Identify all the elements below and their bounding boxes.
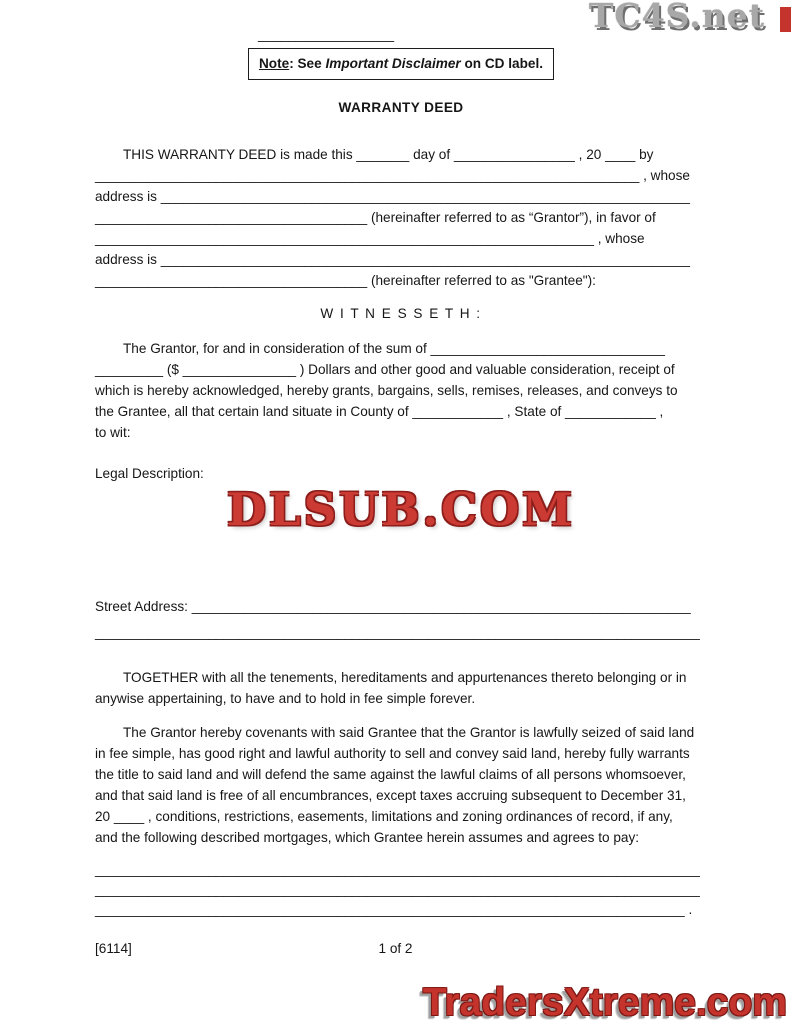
text-line: ____________________________________ (hereinafter referred to as "Grantee"):	[95, 273, 596, 288]
text-line: and that said land is free of all encumbrances, except taxes accruing subsequent to December 31,	[95, 788, 686, 803]
legal-description-label: Legal Description:	[95, 466, 204, 481]
text-line: _________ ($ _______________ ) Dollars and other good and valuable consideration, receipt of	[95, 362, 675, 377]
tc4s-watermark: TC4S.net	[588, 0, 765, 35]
blank-line: ______________________________________________________________________________ .	[95, 902, 693, 917]
text-line: __________________________________________________________________ , whose	[95, 231, 645, 246]
note-label: Note	[258, 56, 290, 71]
text-line: in fee simple, has good right and lawful authority to sell and convey said land, hereby fully warrants	[95, 746, 690, 761]
text-line: The Grantor hereby covenants with said Grantee that the Grantor is lawfully seized of said land	[123, 725, 695, 740]
red-edge-mark	[780, 7, 791, 32]
blank-line: ________________________________________________________________________________	[95, 862, 700, 877]
text-line: ________________________________________________________________________ , whose	[95, 168, 690, 183]
text-line: address is ______________________________________________________________________	[95, 252, 690, 267]
page-indicator: 1 of 2	[378, 941, 413, 956]
text-line: which is hereby acknowledged, hereby grants, bargains, sells, remises, releases, and conveys to	[95, 383, 678, 398]
text-line: 20 ____ , conditions, restrictions, easements, limitations and zoning ordinances of record, if any,	[95, 809, 673, 824]
text-line: the Grantee, all that certain land situate in County of ____________ , State of ____________ ,	[95, 404, 664, 419]
text-line: The Grantor, for and in consideration of the sum of _______________________________	[123, 341, 665, 356]
form-number: [6114]	[95, 941, 132, 956]
note-suffix: on CD label.	[460, 56, 544, 71]
blank-line: ________________________________________________________________________________	[95, 625, 700, 640]
text-line: and the following described mortgages, which Grantee herein assumes and agrees to pay:	[95, 830, 640, 845]
document-title: WARRANTY DEED	[338, 100, 464, 115]
text-line: ____________________________________ (hereinafter referred to as “Grantor”), in favor of	[95, 210, 656, 225]
street-address-section	[95, 596, 707, 643]
text-line: to wit:	[95, 425, 131, 440]
text-line: TOGETHER with all the tenements, hereditaments and appurtenances thereto belonging or in	[123, 670, 687, 685]
mortgage-blank-lines	[95, 860, 707, 920]
disclaimer-note-box	[248, 48, 554, 80]
together-paragraph	[95, 667, 707, 709]
blank-line: ________________________________________________________________________________	[95, 882, 700, 897]
note-emphasis: Important Disclaimer	[325, 56, 461, 71]
opening-paragraph	[95, 144, 707, 291]
tradersxtreme-watermark: TradersXtreme.com	[422, 981, 787, 1024]
blank-line: __________________	[258, 27, 395, 42]
text-line: THIS WARRANTY DEED is made this _______ day of ________________ , 20 ____ by	[123, 147, 654, 162]
consideration-paragraph	[95, 338, 707, 443]
document-content	[95, 0, 707, 920]
witnesseth-heading: W I T N E S S E T H :	[320, 306, 482, 321]
note-text: : See	[289, 56, 326, 71]
dlsub-watermark: DLSUB.COM	[227, 483, 575, 536]
text-line: the title to said land and will defend the same against the lawful claims of all persons whomsoever,	[95, 767, 686, 782]
text-line: anywise appertaining, to have and to hold in fee simple forever.	[95, 691, 476, 706]
street-address-line: Street Address: __________________________________________________________________	[95, 599, 691, 614]
covenant-paragraph	[95, 722, 707, 848]
text-line: address is ______________________________________________________________________	[95, 189, 690, 204]
